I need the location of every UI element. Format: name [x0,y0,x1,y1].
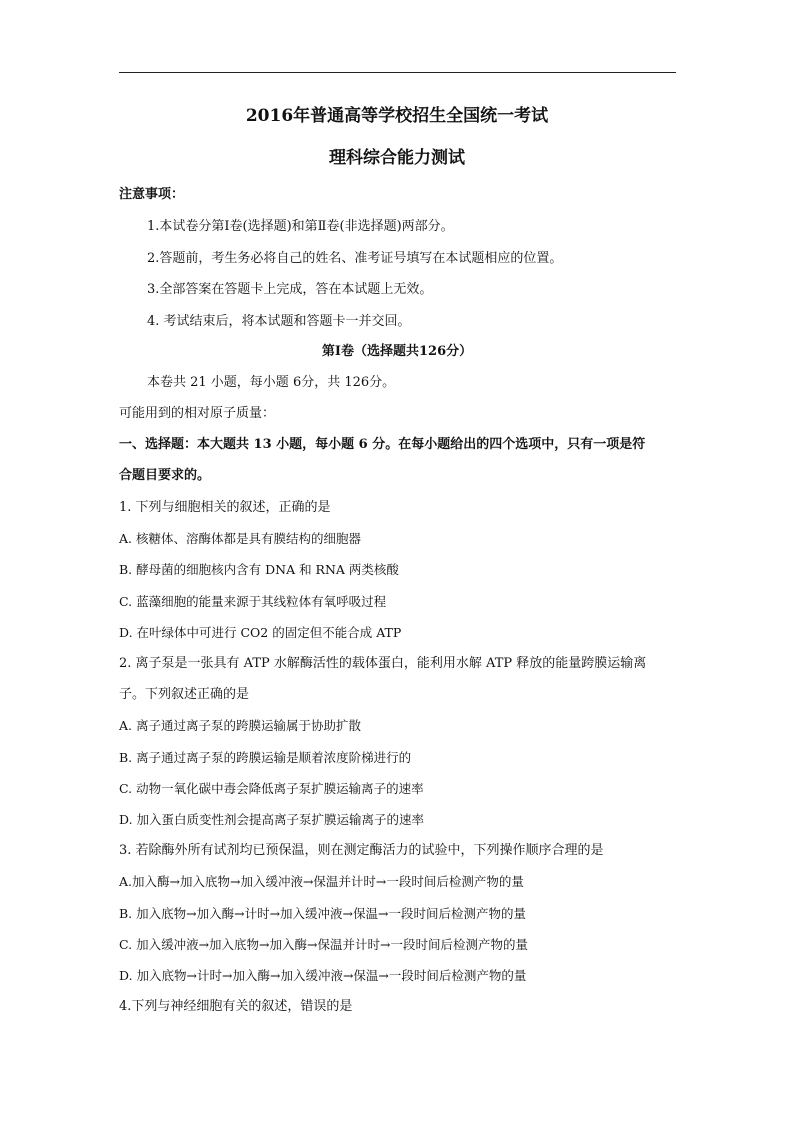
exam-subtitle: 理科综合能力测试 [329,148,465,168]
instruction-line-1: 一、选择题：本大题共 13 小题，每小题 6 分。在每小题给出的四个选项中，只有一项是符 [119,437,646,452]
instruction-line-2: 合题目要求的。 [119,468,211,483]
question-2-option-c: C. 动物一氧化碳中毒会降低离子泵扩膜运输离子的速率 [119,781,424,796]
question-1-option-c: C. 蓝藻细胞的能量来源于其线粒体有氧呼吸过程 [119,594,387,609]
question-3-stem: 3. 若除酶外所有试剂均已预保温，则在测定酶活力的试验中，下列操作顺序合理的是 [119,843,604,858]
atomic-mass-note: 可能用到的相对原子质量： [119,406,276,421]
part1-summary: 本卷共 21 小题，每小题 6分，共 126分。 [147,375,396,390]
question-3-option-b: B. 加入底物→加入酶→计时→加入缓冲液→保温→一段时间后检测产物的量 [119,906,527,921]
note-item-1: 1.本试卷分第Ⅰ卷(选择题)和第Ⅱ卷(非选择题)两部分。 [147,219,454,234]
question-1-option-a: A. 核糖体、溶酶体都是具有膜结构的细胞器 [119,531,361,546]
question-3-option-c: C. 加入缓冲液→加入底物→加入酶→保温并计时→一段时间后检测产物的量 [119,937,528,952]
question-2-stem-line-2: 子。下列叙述正确的是 [119,687,250,702]
question-1-option-d: D. 在叶绿体中可进行 CO2 的固定但不能合成 ATP [119,625,402,640]
exam-title: 2016年普通高等学校招生全国统一考试 [245,106,549,126]
question-2-option-a: A. 离子通过离子泵的跨膜运输属于协助扩散 [119,718,361,733]
question-4-stem: 4.下列与神经细胞有关的叙述，错误的是 [119,999,353,1014]
question-2-option-d: D. 加入蛋白质变性剂会提高离子泵扩膜运输离子的速率 [119,812,425,827]
question-2-stem-line-1: 2. 离子泵是一张具有 ATP 水解酶活性的载体蛋白，能利用水解 ATP 释放的能量跨膜运输离 [119,656,647,671]
note-item-3: 3.全部答案在答题卡上完成，答在本试题上无效。 [147,282,433,297]
question-2-option-b: B. 离子通过离子泵的跨膜运输是顺着浓度阶梯进行的 [119,750,412,765]
question-1-option-b: B. 酵母菌的细胞核内含有 DNA 和 RNA 两类核酸 [119,562,399,577]
notes-heading: 注意事项： [119,187,185,202]
question-1-stem: 1. 下列与细胞相关的叙述，正确的是 [119,500,331,515]
part1-heading: 第Ⅰ卷（选择题共126分） [321,344,473,359]
note-item-2: 2.答题前，考生务必将自己的姓名、准考证号填写在本试题相应的位置。 [147,251,563,266]
note-item-4: 4. 考试结束后，将本试题和答题卡一并交回。 [147,314,411,329]
question-3-option-d: D. 加入底物→计时→加入酶→加入缓冲液→保温→一段时间后检测产物的量 [119,968,527,983]
question-3-option-a: A.加入酶→加入底物→加入缓冲液→保温并计时→一段时间后检测产物的量 [119,874,524,889]
